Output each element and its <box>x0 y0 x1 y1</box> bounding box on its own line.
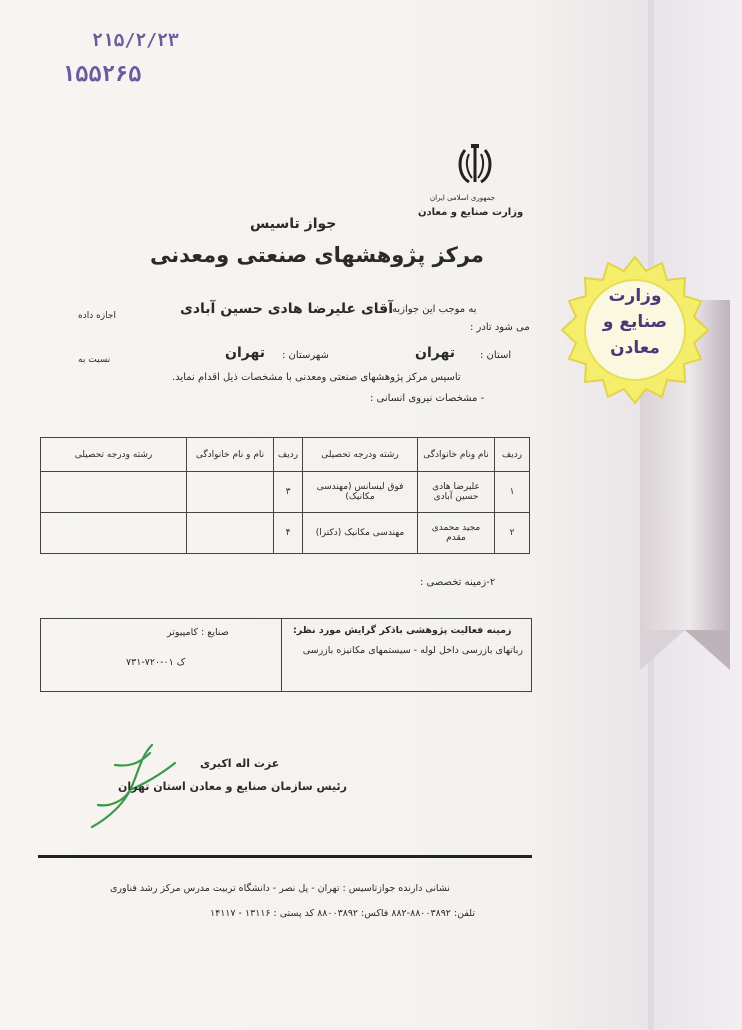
province-value: تهران <box>415 345 455 361</box>
col-header-field: رشته ودرجه تحصیلی <box>303 438 418 472</box>
province-label: استان : <box>480 350 512 361</box>
industry-label: صنایع : کامپیوتر <box>167 627 229 638</box>
city-value: تهران <box>225 345 265 361</box>
stamp-date: ۲۱۵/۲/۲۳ <box>92 30 179 51</box>
cell-field-2 <box>41 472 187 513</box>
specialty-title: زمینه فعالیت پژوهشی باذکر گرایش مورد نظر: <box>293 625 512 636</box>
recipient-name: آقای علیرضا هادی حسین آبادی <box>180 301 393 317</box>
body-line3-suffix: نسبت به <box>78 355 111 365</box>
cell-row-no-2: ۳ <box>274 472 303 513</box>
cell-row-no: ۲ <box>495 513 530 554</box>
cell-field-2 <box>41 513 187 554</box>
seal-line-1: وزارت <box>608 286 662 306</box>
box-divider <box>281 619 282 691</box>
specialty-box <box>40 618 532 692</box>
table-row <box>41 513 530 554</box>
ministry-name: وزارت صنایع و معادن <box>418 207 524 218</box>
seal-line-3: معادن <box>610 338 660 358</box>
section1-heading: - مشخصات نیروی انسانی : <box>370 393 485 404</box>
signatory-name: عزت اله اکبری <box>200 757 280 770</box>
staff-table <box>40 437 530 554</box>
cell-field: مهندسی مکانیک (دکترا) <box>303 513 418 554</box>
seal-line-2: صنایع و <box>602 312 668 332</box>
body-line1-suffix: اجازه داده <box>78 311 116 321</box>
body-line2: می شود تادر : <box>470 322 530 333</box>
section2-heading: ۲-زمینه تخصصی : <box>420 577 496 588</box>
emblem-caption: جمهوری اسلامی ایران <box>430 194 495 202</box>
cell-field: فوق لیسانس (مهندسی مکانیک) <box>303 472 418 513</box>
cell-name: علیرضا هادی حسین آبادی <box>418 472 495 513</box>
body-line4: تاسیس مرکز پژوهشهای صنعتی ومعدنی با مشخصات ذیل اقدام نماید. <box>172 372 461 383</box>
col-header-field-2: رشته ودرجه تحصیلی <box>41 438 187 472</box>
cell-name-2 <box>187 513 274 554</box>
industry-code: ک ۰۱-۷۲۰-۷۳۱ <box>126 657 186 668</box>
col-header-row-no: ردیف <box>495 438 530 472</box>
footer-contact: تلفن: ۸۸۰۰۳۸۹۲-۸۸۲ فاکس: ۸۸۰۰۳۸۹۲ کد پستی : ۱۳۱۱۶ - ۱۴۱۱۷ <box>210 908 475 919</box>
signatory-title: رئیس سازمان صنایع و معادن استان تهران <box>118 780 347 793</box>
document-title: مرکز پژوهشهای صنعتی ومعدنی <box>150 243 484 267</box>
cell-name: مجید محمدی مقدم <box>418 513 495 554</box>
col-header-name: نام ونام خانوادگی <box>418 438 495 472</box>
iran-emblem-icon <box>455 142 495 188</box>
cell-name-2 <box>187 472 274 513</box>
seal-text <box>560 283 710 361</box>
footer-rule <box>38 855 532 858</box>
city-label: شهرستان : <box>282 350 329 361</box>
col-header-row-no-2: ردیف <box>274 438 303 472</box>
stamp-number: ۱۵۵۲۶۵ <box>62 62 142 87</box>
body-line1-prefix: به موجب این جوازبه <box>392 304 477 315</box>
footer-address: نشانی دارنده جوازتاسیس : تهران - پل نصر - دانشگاه تربیت مدرس مرکز رشد فناوری <box>110 883 450 894</box>
cell-row-no: ۱ <box>495 472 530 513</box>
col-header-name-2: نام و نام خانوادگی <box>187 438 274 472</box>
table-row <box>41 472 530 513</box>
cell-row-no-2: ۴ <box>274 513 303 554</box>
specialty-text: رباتهای بازرسی داخل لوله - سیستمهای مکانیزه بازرسی <box>302 645 523 656</box>
document-subtitle: جواز تاسیس <box>250 216 337 232</box>
table-header-row <box>41 438 530 472</box>
